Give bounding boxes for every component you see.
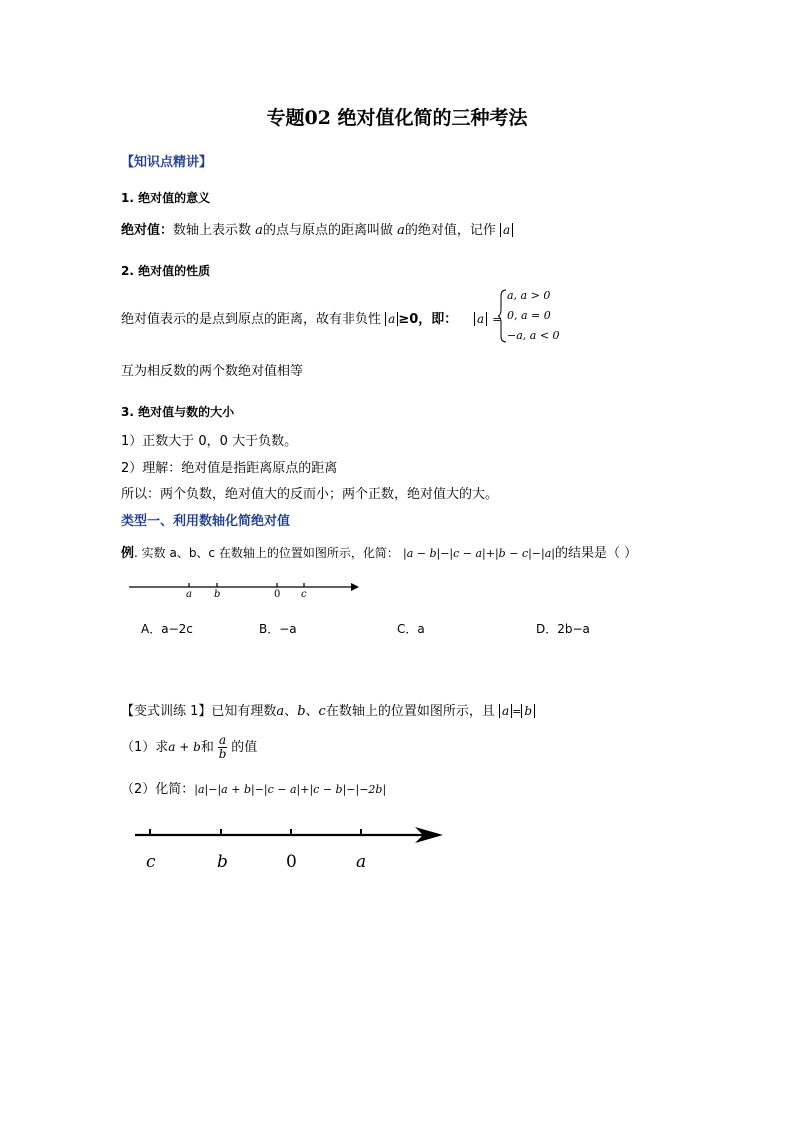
practice-sep1: 、 (284, 704, 298, 719)
section1-text2: 的点与原点的距离叫做 (262, 223, 393, 238)
section3-line3: 所以：两个负数，绝对值大的反而小；两个正数，绝对值大的大。 (121, 487, 499, 502)
practice-intro (121, 700, 535, 719)
section2-text (121, 308, 457, 327)
practice-cond-abs-b: b (521, 704, 535, 718)
section3-line2: 2）理解：绝对值是指距离原点的距离 (121, 461, 338, 476)
section1-heading: 1. 绝对值的意义 (121, 191, 211, 205)
option-d[interactable]: D．2b−a (536, 622, 590, 636)
type1-title: 类型一、利用数轴化简绝对值 (121, 514, 291, 529)
knowledge-header: 【知识点精讲】 (121, 155, 213, 170)
practice-q2-pre: （2）化简： (121, 782, 195, 797)
practice-axis-label-a: a (356, 852, 367, 872)
section1-text3: 的绝对值，记作 (404, 223, 496, 238)
practice-q1-expr: a + b (168, 740, 201, 754)
practice-q2 (121, 778, 386, 797)
practice-q2-expr: |a|−|a + b|−|c − a|+|c − b|−|−2b| (194, 783, 387, 796)
section3-line1: 1）正数大于 0，0 大于负数。 (121, 434, 298, 449)
example-number-line (127, 577, 363, 605)
piecewise-case-3: −a, a < 0 (507, 329, 560, 342)
practice-q1-and: 和 (200, 740, 214, 755)
option-a[interactable]: A．a−2c (141, 622, 193, 636)
fraction-denominator: b (218, 747, 227, 761)
practice-q1-fraction (218, 734, 227, 761)
section2-text1: 绝对值表示的是点到原点的距离，故有非负性 (121, 312, 382, 327)
section1-var-a2: a (397, 223, 405, 238)
example-expr: |a − b|−|c − a|+|b − c|−|a| (402, 547, 555, 560)
example-label: 例 (121, 546, 135, 561)
practice-var-b: b (297, 704, 306, 719)
example-axis-label-b: b (214, 589, 221, 600)
page-title: 专题02 绝对值化简的三种考法 (266, 107, 528, 129)
practice-header: 【变式训练 1】 (121, 704, 212, 719)
practice-axis-label-0: 0 (286, 852, 297, 872)
example-axis-label-c: c (301, 589, 307, 600)
section1-abs-a: a (500, 223, 513, 237)
section2-lhs-abs: a (474, 312, 487, 326)
example-axis-label-a: a (186, 589, 192, 600)
example-text (121, 542, 637, 561)
section2-eq: = (492, 313, 502, 326)
example-body: . 实数 a、b、c 在数轴上的位置如图所示，化简： (134, 546, 399, 560)
option-c[interactable]: C．a (397, 622, 425, 636)
example-axis-label-0: 0 (274, 589, 281, 600)
piecewise-case-2: 0, a = 0 (507, 309, 551, 322)
section2-heading: 2. 绝对值的性质 (121, 264, 211, 278)
practice-q1 (121, 734, 257, 761)
practice-cond-abs-a: a (499, 704, 512, 718)
practice-text2: 在数轴上的位置如图所示，且 (325, 704, 495, 719)
practice-var-a: a (276, 704, 285, 719)
section1-text1: 数轴上表示数 (173, 223, 252, 238)
practice-text1: 已知有理数 (211, 704, 277, 719)
section2-abs-a: a (385, 312, 398, 326)
practice-var-c: c (318, 704, 326, 719)
practice-cond-eq: = (512, 705, 522, 718)
section1-var-a: a (255, 223, 263, 238)
option-b[interactable]: B．−a (259, 622, 297, 636)
practice-number-line (133, 820, 448, 850)
fraction-numerator: a (218, 733, 227, 747)
practice-sep2: 、 (305, 704, 319, 719)
section2-note: 互为相反数的两个数绝对值相等 (121, 364, 304, 379)
section2-text2: ≥0，即： (398, 312, 458, 327)
practice-q1-post: 的值 (227, 740, 258, 755)
section1-text (121, 219, 513, 238)
practice-axis-label-b: b (217, 852, 228, 872)
piecewise-case-1: a, a > 0 (507, 289, 551, 302)
section3-heading: 3. 绝对值与数的大小 (121, 405, 235, 419)
practice-q1-pre: （1）求 (121, 740, 169, 755)
practice-axis-label-c: c (146, 852, 156, 872)
section1-label: 绝对值： (121, 223, 174, 238)
example-end: 的结果是（ ） (555, 546, 638, 561)
